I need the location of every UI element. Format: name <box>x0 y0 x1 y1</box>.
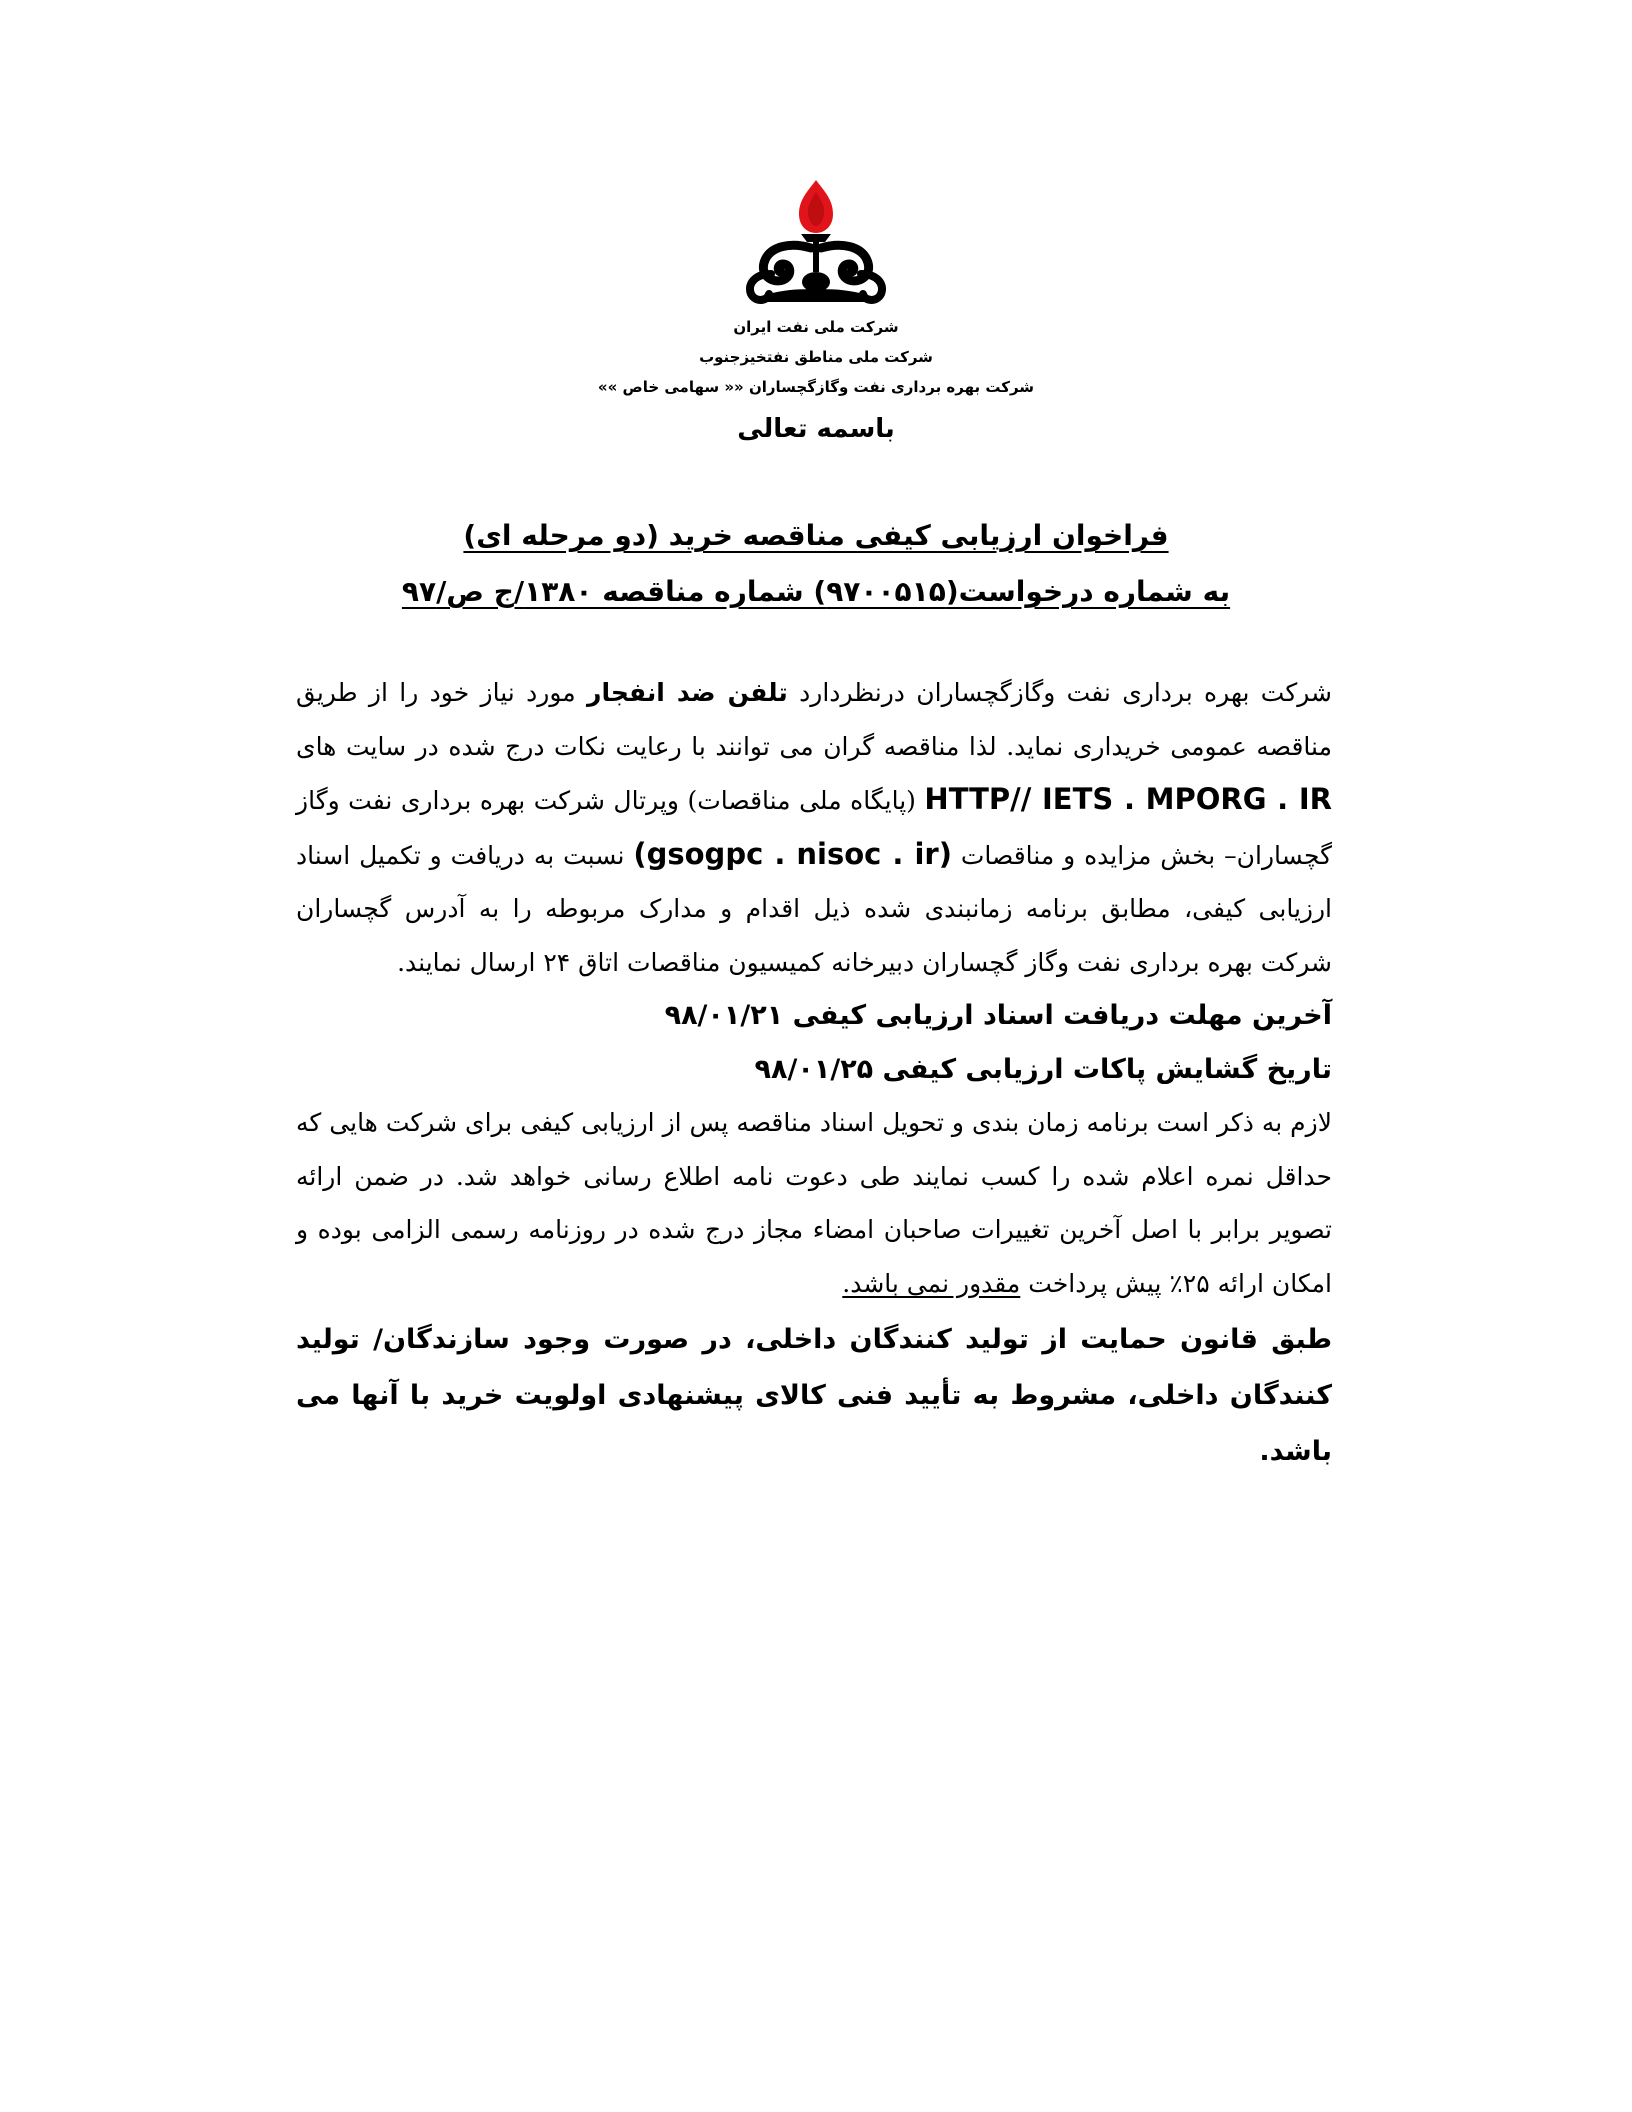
tender-title-text: فراخوان ارزیابی کیفی مناقصه خرید (دو مرحله ای) <box>463 519 1169 552</box>
letterhead <box>0 178 1632 444</box>
p1-text-3: (پایگاه ملی مناقصات) وپرتال شرکت بهره برداری نفت وگاز گچساران– بخش مزایده و مناقصات <box>296 786 1333 870</box>
p2-underlined-text: مقدور نمی باشد. <box>842 1268 1021 1298</box>
portal-url: (gsogpc . nisoc . ir) <box>633 836 952 871</box>
tender-number <box>0 564 1632 620</box>
tender-titles <box>0 508 1632 620</box>
tender-number-text: به شماره درخواست(۹۷۰۰۵۱۵) شماره مناقصه ۱۳۸۰/ج ص/۹۷ <box>401 575 1231 608</box>
announcement-paragraph-2 <box>296 1096 1332 1310</box>
p2-text: لازم به ذکر است برنامه زمان بندی و تحویل اسناد مناقصه پس از ارزیابی کیفی برای شرکت هایی که حداقل نمره اعلام شده را کسب نمایند طی دعوت نامه اطلاع رسانی خواهد شد. در ضمن ارائه تصویر برابر با اصل آخرین تغییرات صاحبان امضاء مجاز درج شده در روزنامه رسمی الزامی بوده و امکان ارائه ۲۵٪ پیش پرداخت <box>296 1108 1332 1298</box>
p1-text-1: شرکت بهره برداری نفت وگازگچساران درنظردارد <box>799 678 1333 707</box>
tender-title <box>0 508 1632 564</box>
basmala-heading: باسمه تعالی <box>737 414 895 444</box>
org-line-3: شرکت بهره برداری نفت وگازگچساران «« سهامی خاص »» <box>597 378 1035 396</box>
deadline-opening: تاریخ گشایش پاکات ارزیابی کیفی ۹۸/۰۱/۲۵ <box>754 1053 1332 1085</box>
domestic-producers-notice: طبق قانون حمایت از تولید کنندگان داخلی، در صورت وجود سازندگان/ تولید کنندگان داخلی، مشروط به تأیید فنی کالای پیشنهادی اولویت خرید با آنها می باشد. <box>296 1324 1332 1467</box>
iets-url: HTTP// IETS . MPORG . IR <box>924 782 1332 816</box>
deadline-receive: آخرین مهلت دریافت اسناد ارزیابی کیفی ۹۸/۰۱/۲۱ <box>664 1000 1332 1031</box>
p1-text-4: نسبت به دریافت و تکمیل اسناد ارزیابی کیفی، مطابق برنامه زمانبندی شده ذیل اقدام و مدارک مربوطه را به آدرس گچساران شرکت بهره برداری نفت وگاز گچساران دبیرخانه کمیسیون مناقصات اتاق ۲۴ ارسال نمایند. <box>296 840 1332 977</box>
p1-text-2: مورد نیاز خود را از طریق مناقصه عمومی خریداری نماید. لذا مناقصه گران می توانند با رعایت نکات درج شده در سایت های <box>296 678 1332 761</box>
org-line-2: شرکت ملی مناطق نفتخیزجنوب <box>699 348 933 366</box>
announcement-paragraph-1 <box>296 666 1332 989</box>
announcement-body <box>296 666 1332 1480</box>
nioc-flame-emblem-icon <box>741 178 891 308</box>
org-line-1: شرکت ملی نفت ایران <box>733 318 899 336</box>
tender-item: تلفن ضد انفجار <box>587 678 788 707</box>
